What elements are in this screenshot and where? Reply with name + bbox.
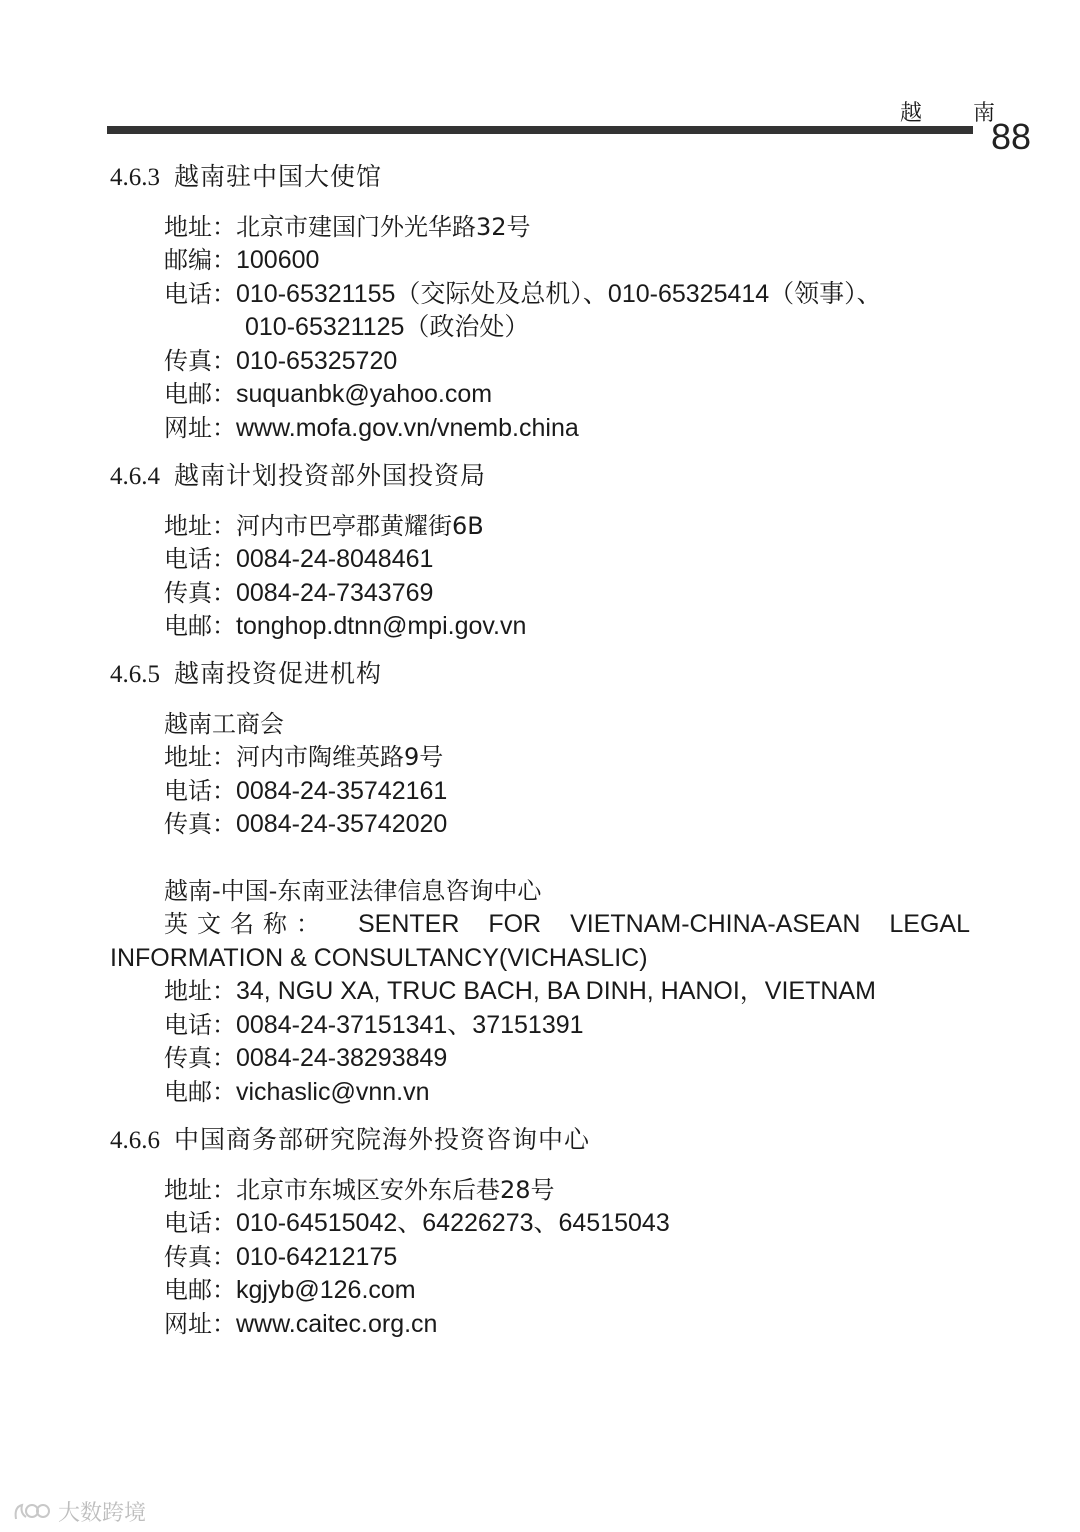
english-name-word: VIETNAM-CHINA-ASEAN (570, 910, 861, 938)
address-label: 地址： (164, 977, 236, 1005)
email-line (164, 377, 492, 411)
address-value: 34, NGU XA, TRUC BACH, BA DINH, HANOI，VIETNAM (236, 977, 876, 1005)
english-name-line (164, 907, 970, 941)
address-line (164, 740, 443, 774)
address-value: 河内市巴亭郡黄耀街6B (236, 512, 484, 540)
email-label: 电邮： (164, 380, 236, 408)
fax-line (164, 344, 397, 378)
website-value: www.caitec.org.cn (236, 1310, 438, 1338)
section-title: 中国商务部研究院海外投资咨询中心 (174, 1125, 591, 1154)
email-line (164, 1075, 430, 1109)
address-value: 北京市建国门外光华路32号 (236, 213, 531, 241)
website-line (164, 1307, 437, 1341)
website-value: www.mofa.gov.vn/vnemb.china (236, 414, 579, 442)
phone-value-continued: 010-65321125（政治处） (245, 313, 530, 341)
phone-line (164, 542, 433, 576)
phone-value: 0084-24-8048461 (236, 545, 434, 573)
fax-line (164, 1041, 447, 1075)
fax-value: 0084-24-7343769 (236, 579, 434, 607)
header-rule (107, 126, 973, 134)
section-number: 4.6.5 (110, 661, 160, 688)
org-name-text: 越南工商会 (164, 710, 284, 738)
section-heading-4-6-3 (110, 160, 382, 194)
address-label: 地址： (164, 743, 236, 771)
address-value: 北京市东城区安外东后巷28号 (236, 1176, 555, 1204)
section-heading-4-6-6 (110, 1123, 590, 1157)
phone-value: 0084-24-37151341、37151391 (236, 1011, 584, 1039)
fax-value: 010-64212175 (236, 1243, 398, 1271)
email-label: 电邮： (164, 1276, 236, 1304)
email-label: 电邮： (164, 1078, 236, 1106)
fax-label: 传真： (164, 1044, 236, 1072)
address-line (164, 974, 876, 1008)
email-value: vichaslic@vnn.vn (236, 1078, 430, 1106)
section-number: 4.6.3 (110, 164, 160, 191)
website-line (164, 411, 579, 445)
fax-value: 010-65325720 (236, 347, 398, 375)
section-title: 越南投资促进机构 (174, 659, 383, 688)
phone-line (164, 774, 447, 808)
postcode-line (164, 243, 319, 277)
address-label: 地址： (164, 213, 236, 241)
org-name-text: 越南-中国-东南亚法律信息咨询中心 (164, 877, 542, 905)
email-label: 电邮： (164, 612, 236, 640)
fax-value: 0084-24-35742020 (236, 810, 448, 838)
phone-label: 电话： (164, 545, 236, 573)
phone-line (164, 1008, 584, 1042)
fax-line (164, 807, 447, 841)
english-name-continued: INFORMATION & CONSULTANCY(VICHASLIC) (110, 944, 648, 972)
section-title: 越南驻中国大使馆 (174, 162, 383, 191)
fax-value: 0084-24-38293849 (236, 1044, 448, 1072)
running-header: 越 南 (900, 101, 1017, 126)
website-label: 网址： (164, 414, 236, 442)
phone-label: 电话： (164, 1011, 236, 1039)
section-heading-4-6-5 (110, 657, 382, 691)
org-name (164, 874, 541, 908)
fax-line (164, 1240, 397, 1274)
page-number: 88 (991, 116, 1032, 157)
section-number: 4.6.4 (110, 463, 160, 490)
email-line (164, 609, 526, 643)
phone-label: 电话： (164, 777, 236, 805)
phone-value: 010-65321155（交际处及总机）、010-65325414（领事）、 (236, 280, 882, 308)
english-name-word: FOR (488, 910, 542, 938)
english-name-word: SENTER (357, 910, 460, 938)
email-line (164, 1273, 416, 1307)
watermark-text: 大数跨境 (58, 1501, 147, 1526)
fax-label: 传真： (164, 347, 236, 375)
address-line (164, 210, 531, 244)
email-value: kgjyb@126.com (236, 1276, 416, 1304)
section-heading-4-6-4 (110, 459, 486, 493)
fax-label: 传真： (164, 1243, 236, 1271)
address-line (164, 509, 484, 543)
postcode-value: 100600 (236, 246, 320, 274)
phone-value: 010-64515042、64226273、64515043 (236, 1209, 670, 1237)
address-label: 地址： (164, 1176, 236, 1204)
org-name (164, 707, 284, 741)
english-name-word: LEGAL (889, 910, 970, 938)
address-line (164, 1173, 555, 1207)
postcode-label: 邮编： (164, 246, 236, 274)
fax-label: 传真： (164, 579, 236, 607)
phone-label: 电话： (164, 1209, 236, 1237)
address-value: 河内市陶维英路9号 (236, 743, 444, 771)
fax-line (164, 576, 433, 610)
watermark-logo-icon (12, 1499, 52, 1525)
website-label: 网址： (164, 1310, 236, 1338)
phone-line (164, 1206, 670, 1240)
phone-label: 电话： (164, 280, 236, 308)
email-value: suquanbk@yahoo.com (236, 380, 493, 408)
phone-value: 0084-24-35742161 (236, 777, 448, 805)
watermark (12, 1496, 146, 1527)
phone-line (164, 277, 882, 311)
section-number: 4.6.6 (110, 1127, 160, 1154)
fax-label: 传真： (164, 810, 236, 838)
address-label: 地址： (164, 512, 236, 540)
email-value: tonghop.dtnn@mpi.gov.vn (236, 612, 527, 640)
section-title: 越南计划投资部外国投资局 (174, 461, 487, 490)
english-name-label: 英文名称： (164, 910, 329, 938)
